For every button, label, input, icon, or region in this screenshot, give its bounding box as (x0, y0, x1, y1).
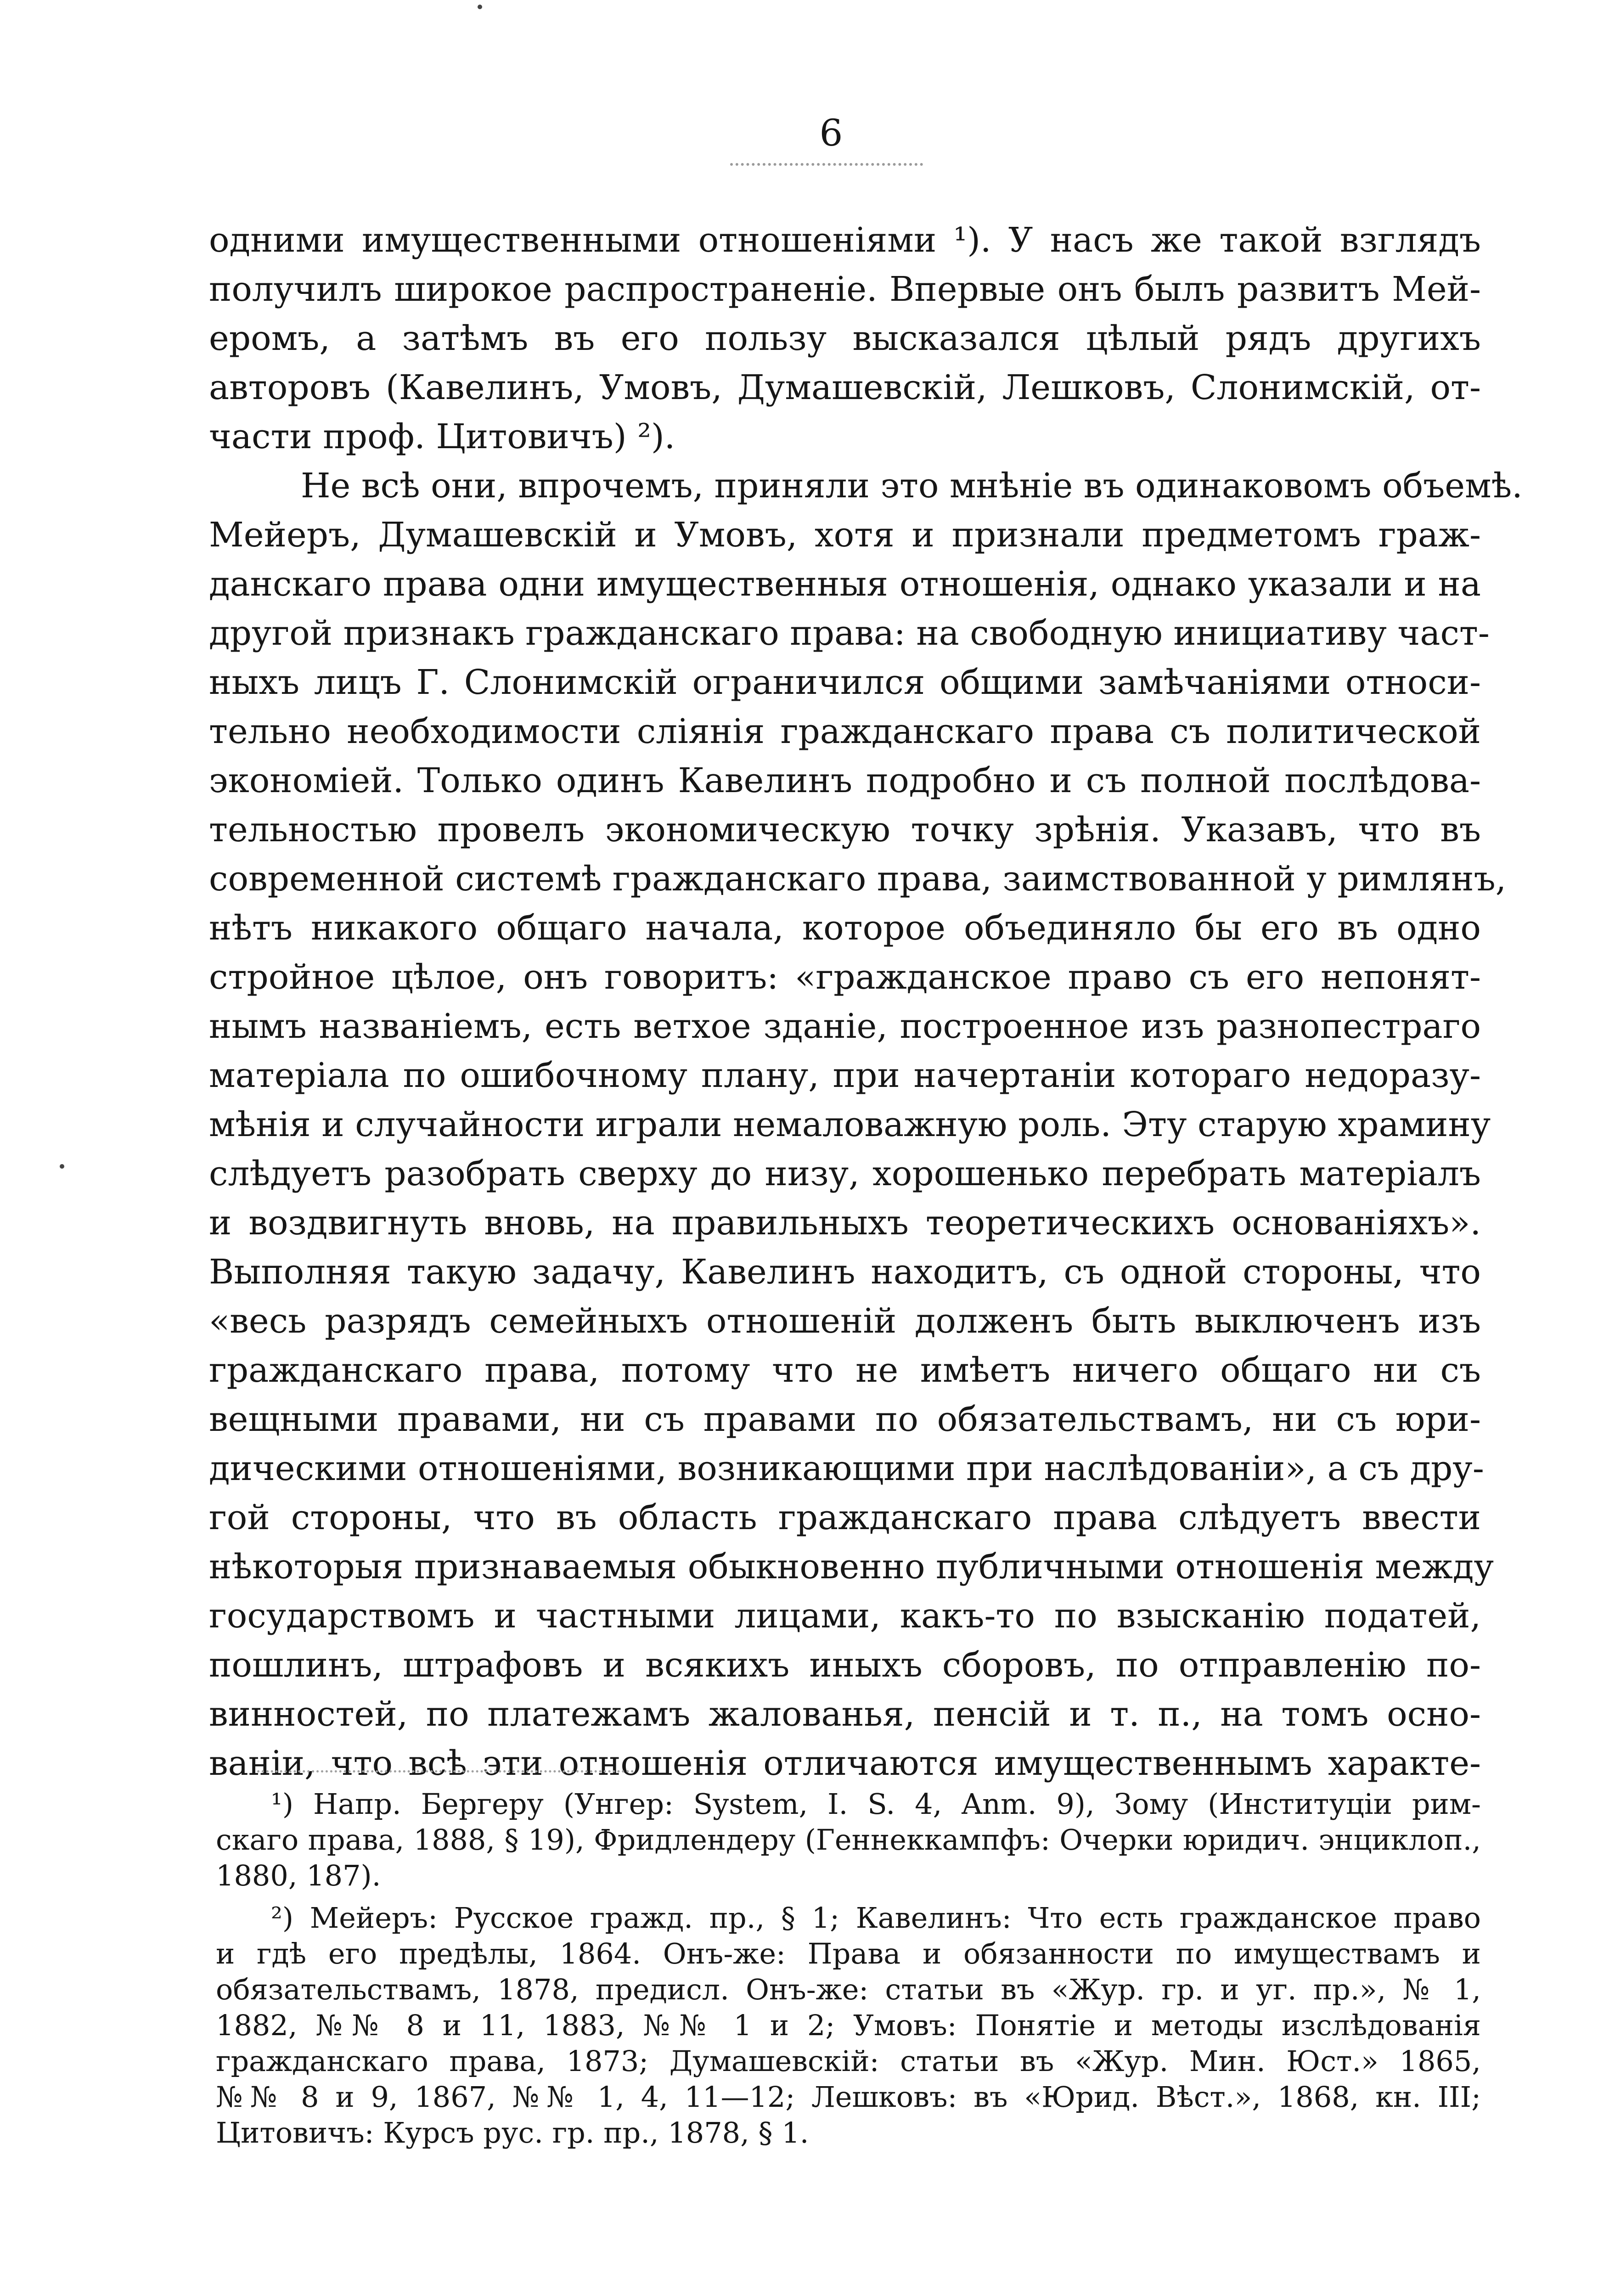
text-line: современной системѣ гражданскаго права, заимствованной у римлянъ, (209, 859, 1507, 899)
page-number: 6 (819, 112, 843, 154)
text-line: одними имущественными отношеніями ¹). У насъ же такой взглядъ (209, 220, 1481, 260)
text-line: матеріала по ошибочному плану, при начертаніи котораго недоразу- (209, 1056, 1481, 1095)
text-line: получилъ широкое распространеніе. Впервые онъ былъ развитъ Мей- (209, 270, 1481, 309)
text-line: нѣкоторыя признаваемыя обыкновенно публичными отношенія между (209, 1547, 1494, 1587)
footnote-line: скаго права, 1888, § 19), Фридлендеру (Геннеккампфъ: Очерки юридич. энциклоп., (216, 1823, 1481, 1857)
footnote-2 (216, 1900, 1481, 2151)
text-line: нымъ названіемъ, есть ветхое зданіе, построенное изъ разнопестраго (209, 1007, 1481, 1046)
text-line: ныхъ лицъ Г. Слонимскій ограничился общими замѣчаніями относи- (209, 663, 1481, 702)
text-line: «весь разрядъ семейныхъ отношеній долженъ быть выключенъ изъ (209, 1301, 1481, 1341)
text-line: Мейеръ, Думашевскій и Умовъ, хотя и признали предметомъ граж- (209, 515, 1481, 555)
footnote-line: обязательствамъ, 1878, предисл. Онъ-же: статьи въ «Жур. гр. и уг. пр.», № 1, (216, 1973, 1481, 2006)
main-text (209, 216, 1523, 1788)
footnotes (216, 1786, 1481, 2157)
footnote-line: ²) Мейеръ: Русское гражд. пр., § 1; Кавелинъ: Что есть гражданское право (271, 1901, 1481, 1935)
text-line: нѣтъ никакого общаго начала, которое объединяло бы его въ одно (209, 908, 1481, 948)
text-line: Не всѣ они, впрочемъ, приняли это мнѣніе въ одинаковомъ объемѣ. (301, 466, 1523, 506)
header-rule (730, 163, 923, 166)
text-line: мѣнія и случайности играли немаловажную роль. Эту старую храмину (209, 1105, 1491, 1144)
text-line: вещными правами, ни съ правами по обязательствамъ, ни съ юри- (209, 1400, 1481, 1439)
text-line: слѣдуетъ разобрать сверху до низу, хорошенько перебрать матеріалъ (209, 1154, 1481, 1193)
text-line: гражданскаго права, потому что не имѣетъ ничего общаго ни съ (209, 1351, 1481, 1390)
footnote-line: гражданскаго права, 1873; Думашевскій: статьи въ «Жур. Мин. Юст.» 1865, (216, 2044, 1481, 2078)
text-line: ваніи, что всѣ эти отношенія отличаются имущественнымъ характе- (209, 1744, 1481, 1783)
footnote-line: 1880, 187). (216, 1859, 381, 1892)
footnote-rule (257, 1770, 634, 1773)
scan-speck (60, 1164, 64, 1169)
text-line: еромъ, а затѣмъ въ его пользу высказался цѣлый рядъ другихъ (209, 319, 1481, 358)
text-line: тельно необходимости слiянія гражданскаго права съ политической (209, 712, 1481, 751)
text-line: тельностью провелъ экономическую точку зрѣнія. Указавъ, что въ (209, 810, 1481, 850)
text-line: другой признакъ гражданскаго права: на свободную инициативу част- (209, 613, 1490, 653)
text-line: экономіей. Только одинъ Кавелинъ подробно и съ полной послѣдова- (209, 761, 1481, 800)
footnote-line: 1882, №№ 8 и 11, 1883, №№ 1 и 2; Умовъ: Понятіе и методы изслѣдованія (216, 2009, 1481, 2042)
text-line: гой стороны, что въ область гражданскаго права слѣдуетъ ввести (209, 1498, 1481, 1537)
footnote-line: и гдѣ его предѣлы, 1864. Онъ-же: Права и обязанности по имуществамъ и (216, 1937, 1481, 1970)
text-line: Выполняя такую задачу, Кавелинъ находитъ, съ одной стороны, что (209, 1252, 1481, 1292)
text-line: и воздвигнуть вновь, на правильныхъ теоретическихъ основаніяхъ». (209, 1203, 1481, 1243)
text-line: дическими отношеніями, возникающими при наслѣдованіи», а съ дру- (209, 1449, 1484, 1488)
footnote-line: №№ 8 и 9, 1867, №№ 1, 4, 11—12; Лешковъ: въ «Юрид. Вѣст.», 1868, кн. III; (216, 2080, 1481, 2114)
text-line: части проф. Цитовичъ) ²). (209, 417, 675, 456)
text-line: данскаго права одни имущественныя отношенія, однако указали и на (209, 564, 1481, 604)
text-line: стройное цѣлое, онъ говоритъ: «гражданское право съ его непонят- (209, 957, 1481, 997)
footnote-1 (216, 1786, 1481, 1894)
footnote-line: Цитовичъ: Курсъ рус. гр. пр., 1878, § 1. (216, 2116, 809, 2150)
text-line: авторовъ (Кавелинъ, Умовъ, Думашевскій, Лешковъ, Слонимскій, от- (209, 368, 1481, 407)
text-line: пошлинъ, штрафовъ и всякихъ иныхъ сборовъ, по отправленію по- (209, 1645, 1481, 1685)
text-line: винностей, по платежамъ жалованья, пенсій и т. п., на томъ осно- (209, 1694, 1481, 1734)
footnote-line: ¹) Напр. Бергеру (Унгер: System, I. S. 4, Anm. 9), Зому (Институціи рим- (271, 1787, 1481, 1821)
scan-speck (478, 5, 482, 9)
text-line: государствомъ и частными лицами, какъ-то по взысканію податей, (209, 1596, 1481, 1636)
